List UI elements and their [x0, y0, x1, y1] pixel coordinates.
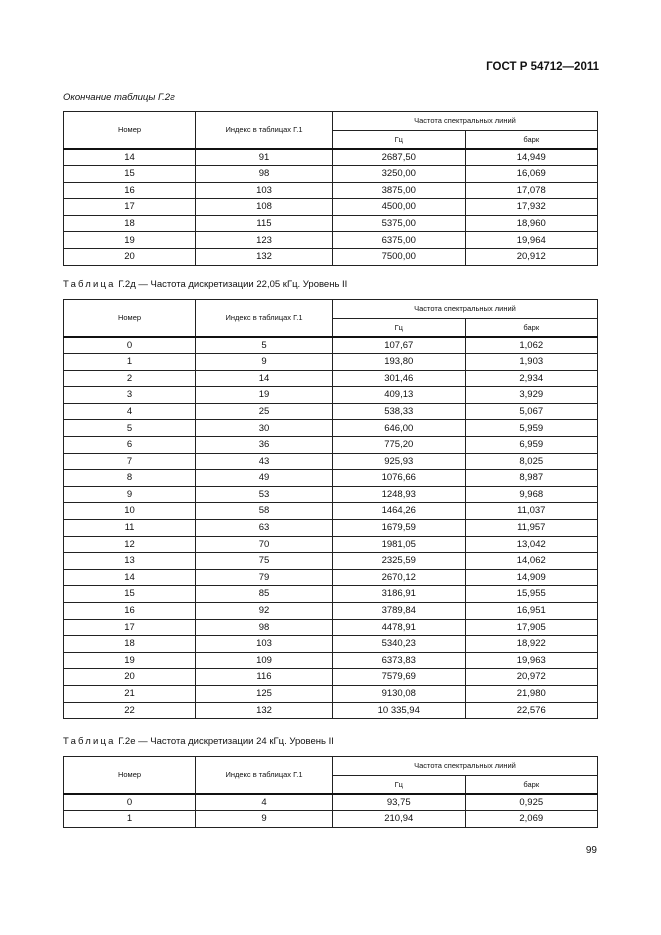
cell-number: 22: [64, 702, 196, 719]
col-header-hz: Гц: [333, 319, 466, 337]
cell-number: 15: [64, 586, 196, 603]
col-header-bark: барк: [465, 131, 598, 149]
table-row: [64, 437, 598, 454]
cell-hz: 1679,59: [333, 520, 466, 537]
cell-number: 14: [64, 569, 196, 586]
table-g2d-caption: [63, 279, 347, 290]
cell-index: 132: [196, 702, 333, 719]
cell-index: 63: [196, 520, 333, 537]
cell-hz: 3186,91: [333, 586, 466, 603]
cell-hz: 3250,00: [333, 166, 466, 183]
cell-hz: 2325,59: [333, 553, 466, 570]
cell-bark: 14,909: [465, 569, 598, 586]
table-row: [64, 486, 598, 503]
cell-bark: 5,067: [465, 403, 598, 420]
cell-bark: 15,955: [465, 586, 598, 603]
cell-index: 115: [196, 215, 333, 232]
table-row: [64, 232, 598, 249]
cell-hz: 538,33: [333, 403, 466, 420]
col-header-number: Номер: [64, 300, 196, 337]
table-row: [64, 337, 598, 354]
cell-bark: 1,062: [465, 337, 598, 354]
cell-number: 18: [64, 636, 196, 653]
cell-bark: 22,576: [465, 702, 598, 719]
cell-bark: 16,951: [465, 603, 598, 620]
cell-hz: 409,13: [333, 387, 466, 404]
col-header-freq-group: Частота спектральных линий: [333, 300, 598, 319]
cell-number: 16: [64, 603, 196, 620]
cell-bark: 0,925: [465, 794, 598, 811]
cell-bark: 20,972: [465, 669, 598, 686]
table-title: Г.2е — Частота дискретизации 24 кГц. Уровень II: [118, 736, 334, 747]
cell-index: 108: [196, 199, 333, 216]
cell-number: 20: [64, 249, 196, 266]
cell-hz: 10 335,94: [333, 702, 466, 719]
table-label: Таблица: [63, 736, 116, 747]
cell-hz: 9130,08: [333, 685, 466, 702]
cell-bark: 5,959: [465, 420, 598, 437]
cell-index: 75: [196, 553, 333, 570]
cell-hz: 193,80: [333, 354, 466, 371]
cell-number: 2: [64, 370, 196, 387]
table-row: [64, 619, 598, 636]
table-g2g-caption: Окончание таблицы Г.2г: [63, 92, 175, 103]
cell-bark: 13,042: [465, 536, 598, 553]
col-header-bark: барк: [465, 776, 598, 794]
cell-index: 53: [196, 486, 333, 503]
table-g2e: [63, 756, 598, 828]
table-row: [64, 811, 598, 828]
cell-bark: 20,912: [465, 249, 598, 266]
cell-hz: 1464,26: [333, 503, 466, 520]
col-header-index: Индекс в таблицах Г.1: [196, 757, 333, 794]
cell-index: 109: [196, 652, 333, 669]
cell-index: 116: [196, 669, 333, 686]
col-header-hz: Гц: [333, 776, 466, 794]
cell-number: 0: [64, 337, 196, 354]
cell-number: 0: [64, 794, 196, 811]
cell-index: 79: [196, 569, 333, 586]
cell-bark: 17,905: [465, 619, 598, 636]
cell-bark: 3,929: [465, 387, 598, 404]
cell-index: 123: [196, 232, 333, 249]
table-row: [64, 794, 598, 811]
cell-bark: 14,949: [465, 149, 598, 166]
table-row: [64, 636, 598, 653]
cell-hz: 6373,83: [333, 652, 466, 669]
cell-index: 30: [196, 420, 333, 437]
cell-number: 16: [64, 182, 196, 199]
cell-hz: 4500,00: [333, 199, 466, 216]
col-header-index: Индекс в таблицах Г.1: [196, 300, 333, 337]
cell-bark: 18,922: [465, 636, 598, 653]
col-header-number: Номер: [64, 112, 196, 149]
table-row: [64, 669, 598, 686]
cell-bark: 11,957: [465, 520, 598, 537]
cell-bark: 2,934: [465, 370, 598, 387]
table-row: [64, 420, 598, 437]
cell-index: 92: [196, 603, 333, 620]
cell-hz: 2670,12: [333, 569, 466, 586]
table-row: [64, 520, 598, 537]
cell-bark: 8,987: [465, 470, 598, 487]
cell-index: 49: [196, 470, 333, 487]
table-row: [64, 652, 598, 669]
cell-bark: 6,959: [465, 437, 598, 454]
table-label: Таблица: [63, 279, 116, 290]
col-header-index: Индекс в таблицах Г.1: [196, 112, 333, 149]
table-row: [64, 149, 598, 166]
col-header-hz: Гц: [333, 131, 466, 149]
table-row: [64, 702, 598, 719]
cell-hz: 301,46: [333, 370, 466, 387]
cell-index: 43: [196, 453, 333, 470]
cell-hz: 7579,69: [333, 669, 466, 686]
cell-hz: 93,75: [333, 794, 466, 811]
cell-index: 9: [196, 811, 333, 828]
cell-bark: 14,062: [465, 553, 598, 570]
table-row: [64, 453, 598, 470]
col-header-freq-group: Частота спектральных линий: [333, 112, 598, 131]
cell-hz: 6375,00: [333, 232, 466, 249]
cell-bark: 19,964: [465, 232, 598, 249]
cell-index: 103: [196, 182, 333, 199]
cell-index: 4: [196, 794, 333, 811]
cell-index: 14: [196, 370, 333, 387]
table-row: [64, 503, 598, 520]
cell-bark: 11,037: [465, 503, 598, 520]
table-row: [64, 166, 598, 183]
cell-bark: 19,963: [465, 652, 598, 669]
cell-index: 91: [196, 149, 333, 166]
col-header-freq-group: Частота спектральных линий: [333, 757, 598, 776]
cell-number: 10: [64, 503, 196, 520]
cell-index: 132: [196, 249, 333, 266]
cell-hz: 4478,91: [333, 619, 466, 636]
table-row: [64, 249, 598, 266]
cell-index: 5: [196, 337, 333, 354]
cell-bark: 17,078: [465, 182, 598, 199]
page-number: 99: [585, 845, 597, 856]
cell-hz: 3789,84: [333, 603, 466, 620]
cell-hz: 775,20: [333, 437, 466, 454]
cell-index: 19: [196, 387, 333, 404]
document-code: ГОСТ Р 54712—2011: [486, 61, 599, 73]
cell-number: 5: [64, 420, 196, 437]
cell-index: 70: [196, 536, 333, 553]
table-row: [64, 536, 598, 553]
cell-index: 98: [196, 166, 333, 183]
cell-hz: 7500,00: [333, 249, 466, 266]
cell-index: 98: [196, 619, 333, 636]
table-g2g: [63, 111, 598, 266]
table-row: [64, 403, 598, 420]
table-row: [64, 569, 598, 586]
cell-hz: 5375,00: [333, 215, 466, 232]
cell-bark: 21,980: [465, 685, 598, 702]
cell-bark: 9,968: [465, 486, 598, 503]
table-row: [64, 586, 598, 603]
table-row: [64, 603, 598, 620]
cell-index: 36: [196, 437, 333, 454]
table-g2d: [63, 299, 598, 719]
table-row: [64, 553, 598, 570]
table-row: [64, 199, 598, 216]
cell-number: 12: [64, 536, 196, 553]
cell-number: 19: [64, 652, 196, 669]
table-row: [64, 215, 598, 232]
cell-bark: 2,069: [465, 811, 598, 828]
cell-hz: 5340,23: [333, 636, 466, 653]
cell-number: 19: [64, 232, 196, 249]
cell-number: 17: [64, 199, 196, 216]
cell-number: 1: [64, 354, 196, 371]
cell-number: 15: [64, 166, 196, 183]
cell-index: 25: [196, 403, 333, 420]
cell-bark: 1,903: [465, 354, 598, 371]
cell-bark: 18,960: [465, 215, 598, 232]
cell-hz: 107,67: [333, 337, 466, 354]
cell-index: 85: [196, 586, 333, 603]
cell-index: 9: [196, 354, 333, 371]
cell-number: 3: [64, 387, 196, 404]
cell-number: 1: [64, 811, 196, 828]
cell-hz: 1981,05: [333, 536, 466, 553]
cell-number: 7: [64, 453, 196, 470]
table-title: Г.2д — Частота дискретизации 22,05 кГц. Уровень II: [118, 279, 348, 290]
table-row: [64, 470, 598, 487]
cell-number: 13: [64, 553, 196, 570]
cell-number: 14: [64, 149, 196, 166]
cell-index: 103: [196, 636, 333, 653]
cell-hz: 646,00: [333, 420, 466, 437]
cell-number: 17: [64, 619, 196, 636]
cell-number: 20: [64, 669, 196, 686]
cell-index: 125: [196, 685, 333, 702]
cell-number: 11: [64, 520, 196, 537]
cell-bark: 16,069: [465, 166, 598, 183]
cell-number: 9: [64, 486, 196, 503]
cell-number: 8: [64, 470, 196, 487]
col-header-bark: барк: [465, 319, 598, 337]
cell-hz: 1248,93: [333, 486, 466, 503]
table-row: [64, 387, 598, 404]
cell-number: 4: [64, 403, 196, 420]
table-row: [64, 182, 598, 199]
table-row: [64, 354, 598, 371]
cell-hz: 925,93: [333, 453, 466, 470]
cell-hz: 3875,00: [333, 182, 466, 199]
cell-hz: 210,94: [333, 811, 466, 828]
cell-hz: 2687,50: [333, 149, 466, 166]
col-header-number: Номер: [64, 757, 196, 794]
cell-hz: 1076,66: [333, 470, 466, 487]
table-row: [64, 370, 598, 387]
table-row: [64, 685, 598, 702]
cell-index: 58: [196, 503, 333, 520]
cell-number: 18: [64, 215, 196, 232]
cell-number: 6: [64, 437, 196, 454]
cell-bark: 17,932: [465, 199, 598, 216]
cell-bark: 8,025: [465, 453, 598, 470]
table-g2e-caption: [63, 736, 334, 747]
cell-number: 21: [64, 685, 196, 702]
